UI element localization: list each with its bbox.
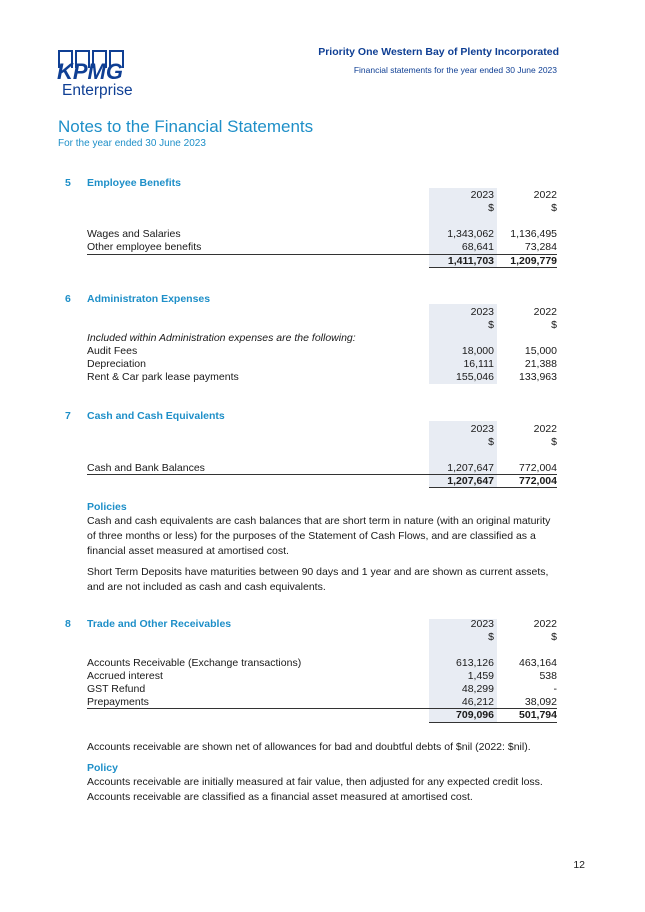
note6-row-2022: 133,963 (519, 371, 557, 383)
note5-title: Employee Benefits (87, 177, 181, 189)
note7-row-label: Cash and Bank Balances (87, 462, 205, 474)
note8-currency-2023: $ (488, 631, 494, 643)
note8-row-label: Accounts Receivable (Exchange transactions) (87, 657, 302, 669)
page-subtitle: For the year ended 30 June 2023 (58, 138, 206, 149)
kpmg-enterprise-label: Enterprise (62, 82, 133, 99)
note8-row-2023: 1,459 (467, 670, 494, 682)
note6-col-2023: 2023 (470, 306, 494, 318)
note7-row-2023: 1,207,647 (447, 462, 494, 474)
note6-row-2023: 18,000 (461, 345, 494, 357)
page-number: 12 (573, 859, 585, 871)
note5-total-rule (429, 267, 557, 268)
note6-col-2022: 2022 (533, 306, 557, 318)
note8-col-2022: 2022 (533, 618, 557, 630)
note8-row-label: GST Refund (87, 683, 146, 695)
note5-total-2022: 1,209,779 (510, 255, 557, 267)
note8-row-2022: 538 (539, 670, 557, 682)
note5-currency-2023: $ (488, 202, 494, 214)
note8-col-2023: 2023 (470, 618, 494, 630)
note8-allowance-note: Accounts receivable are shown net of allowances for bad and doubtful debts of $nil (2022: $nil). (87, 741, 531, 753)
note6-row-label: Depreciation (87, 358, 146, 370)
note8-row-2023: 613,126 (456, 657, 494, 669)
note5-number: 5 (65, 177, 71, 189)
note5-col-2023: 2023 (470, 189, 494, 201)
note8-row-label: Accrued interest (87, 670, 163, 682)
note7-col-2023: 2023 (470, 423, 494, 435)
note5-total-2023: 1,411,703 (447, 255, 494, 267)
note5-row-2022: 1,136,495 (510, 228, 557, 240)
note7-currency-2022: $ (551, 436, 557, 448)
note7-total-2022: 772,004 (519, 475, 557, 487)
note6-row-2023: 155,046 (456, 371, 494, 383)
note8-title: Trade and Other Receivables (87, 618, 232, 630)
note6-intro: Included within Administration expenses are the following: (87, 332, 356, 344)
note8-row-2022: 38,092 (524, 696, 557, 708)
note8-row-2022: 463,164 (519, 657, 557, 669)
note6-row-label: Audit Fees (87, 345, 138, 357)
note8-row-label: Prepayments (87, 696, 149, 708)
note5-row-label: Wages and Salaries (87, 228, 181, 240)
note6-currency-2022: $ (551, 319, 557, 331)
note7-policy-paragraph: Cash and cash equivalents are cash balances that are short term in nature (with an original maturity of three months or less) for the purposes of the Statement of Cash Flows, and are classified as a financial asset measured at amortised cost. (87, 515, 551, 557)
note8-row-2022: - (553, 683, 557, 695)
note8-row-2023: 46,212 (461, 696, 494, 708)
note7-title: Cash and Cash Equivalents (87, 410, 225, 422)
note6-row-2022: 21,388 (524, 358, 557, 370)
note6-title: Administraton Expenses (87, 293, 211, 305)
note7-currency-2023: $ (488, 436, 494, 448)
note7-col-2022: 2022 (533, 423, 557, 435)
note8-number: 8 (65, 618, 71, 630)
note7-total-2023: 1,207,647 (447, 475, 494, 487)
note7-row-2022: 772,004 (519, 462, 557, 474)
statement-period: Financial statements for the year ended 30 June 2023 (353, 65, 557, 75)
note6-row-label: Rent & Car park lease payments (87, 371, 239, 383)
page-title: Notes to the Financial Statements (58, 117, 314, 136)
note5-row-2023: 1,343,062 (447, 228, 494, 240)
note5-col-2022: 2022 (533, 189, 557, 201)
note8-row-2023: 48,299 (461, 683, 494, 695)
note8-total-2022: 501,794 (519, 709, 557, 721)
note6-number: 6 (65, 293, 71, 305)
note7-number: 7 (65, 410, 71, 422)
note7-policy-title: Policies (87, 501, 127, 513)
note6-row-2023: 16,111 (463, 358, 494, 370)
note5-row-2023: 68,641 (461, 241, 494, 253)
organisation-name: Priority One Western Bay of Plenty Incorporated (318, 46, 559, 58)
note8-policy-title: Policy (87, 762, 118, 774)
note8-currency-2022: $ (551, 631, 557, 643)
note5-currency-2022: $ (551, 202, 557, 214)
note5-row-label: Other employee benefits (87, 241, 202, 253)
note8-total-2023: 709,096 (456, 709, 494, 721)
note6-currency-2023: $ (488, 319, 494, 331)
note7-total-rule (429, 487, 557, 488)
note6-row-2022: 15,000 (524, 345, 557, 357)
note5-row-2022: 73,284 (524, 241, 557, 253)
note8-total-rule (429, 722, 557, 723)
note8-policy-paragraph: Accounts receivable are initially measured at fair value, then adjusted for any expected credit loss. Accounts receivable are classified as a financial asset measured at amortised cost. (87, 776, 543, 803)
kpmg-logo: KPMG (57, 59, 123, 84)
note7-policy-paragraph: Short Term Deposits have maturities between 90 days and 1 year and are shown as current assets, and are not included as cash and cash equivalents. (87, 566, 549, 593)
